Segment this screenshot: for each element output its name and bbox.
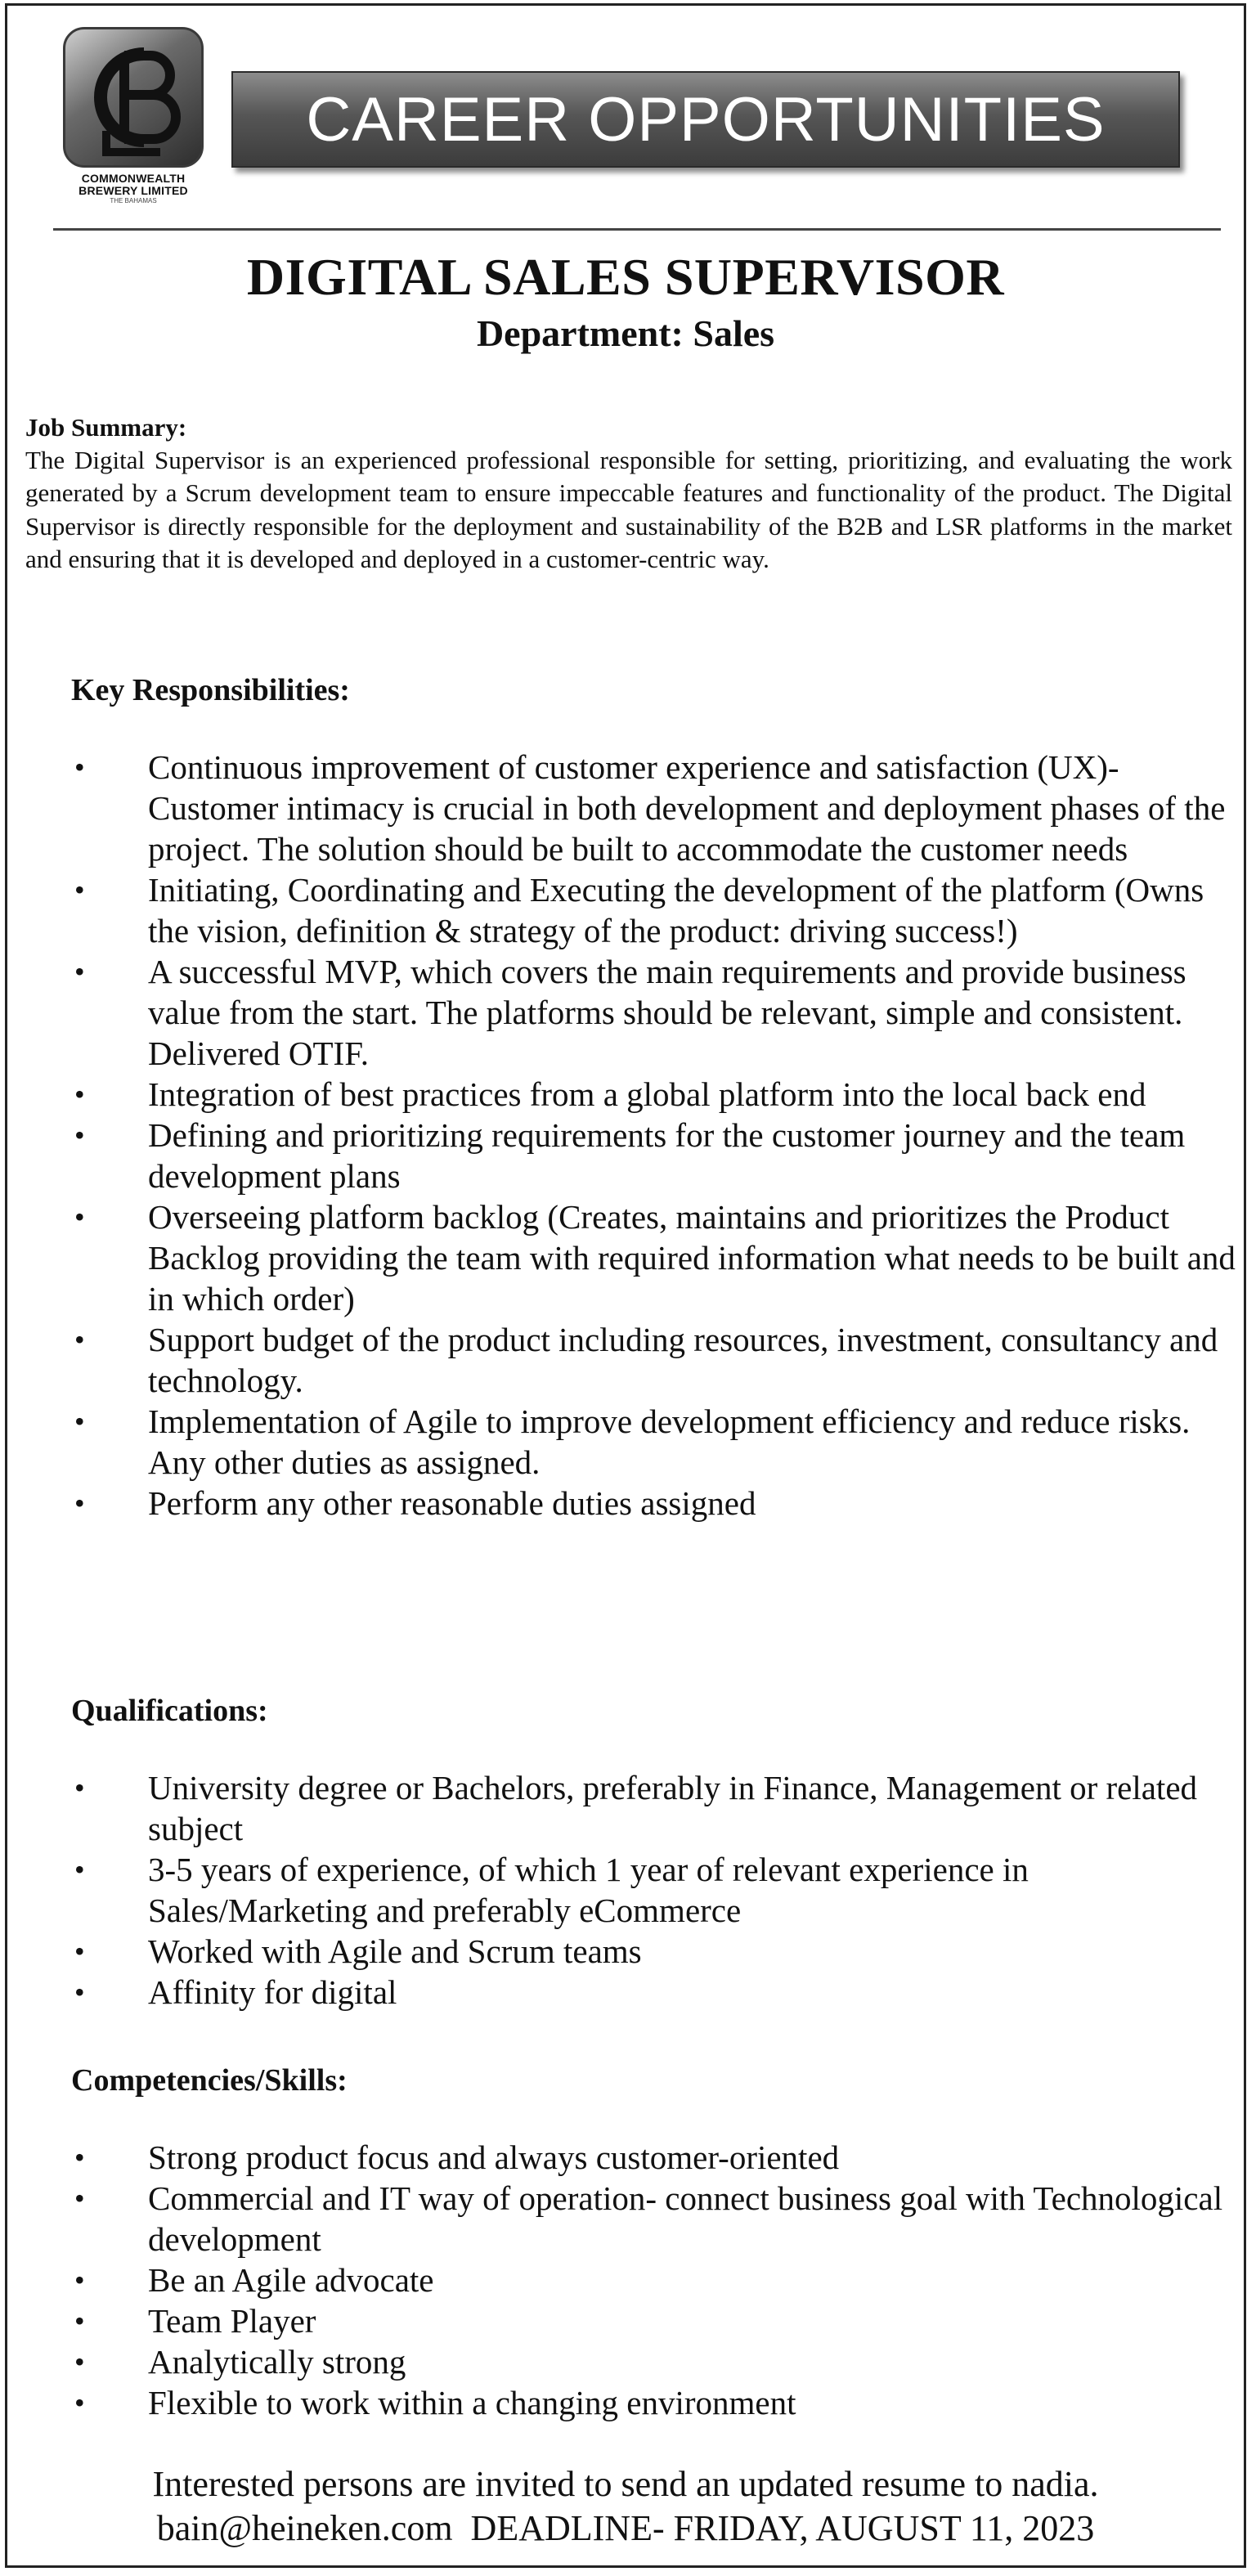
list-item: [71, 1115, 1240, 1196]
bullet-icon: •: [74, 1487, 85, 1519]
list-item-text: 3-5 years of experience, of which 1 year of relevant experience in Sales/Marketing and preferably eCommerce: [148, 1851, 1029, 1929]
list-item: [71, 1849, 1240, 1931]
bullet-icon: •: [74, 1323, 85, 1356]
banner-title: CAREER OPPORTUNITIES: [306, 84, 1106, 155]
qualifications-heading: Qualifications:: [71, 1694, 268, 1728]
responsibilities-heading: Key Responsibilities:: [71, 673, 350, 707]
list-item-text: Support budget of the product including resources, investment, consultancy and technology.: [148, 1321, 1218, 1399]
company-logo: [53, 27, 213, 212]
bullet-icon: •: [74, 2182, 85, 2215]
list-item: [71, 747, 1240, 869]
header: [7, 6, 1244, 228]
bullet-icon: •: [74, 1200, 85, 1233]
list-item-text: Commercial and IT way of operation- connect business goal with Technological development: [148, 2179, 1223, 2258]
list-item: [71, 2341, 1240, 2382]
department: Department: Sales: [476, 312, 775, 354]
list-item-text: Analytically strong: [148, 2343, 406, 2381]
list-item: [71, 2178, 1240, 2260]
career-banner: [231, 71, 1180, 168]
bullet-icon: •: [74, 2386, 85, 2419]
bullet-icon: •: [74, 2304, 85, 2337]
job-summary: [25, 411, 1232, 576]
responsibilities-list: [71, 747, 1240, 1524]
list-item: [71, 1074, 1240, 1115]
bullet-icon: •: [74, 1976, 85, 2008]
list-item-text: Be an Agile advocate: [148, 2261, 434, 2299]
application-footer: [7, 2462, 1244, 2551]
bullet-icon: •: [74, 751, 85, 783]
summary-text: The Digital Supervisor is an experienced professional responsible for setting, prioritizing, and evaluating the work generated by a Scrum development team to ensure impeccable features and functionality of the product. The Digital Supervisor is directly responsible for the deployment and sustainability of the B2B and LSR platforms in the market and ensuring that it is developed and deployed in a customer-centric way.: [25, 446, 1232, 573]
list-item-text: Worked with Agile and Scrum teams: [148, 1932, 642, 1970]
list-item: [71, 1767, 1240, 1849]
list-item-text: Continuous improvement of customer experience and satisfaction (UX)- Customer intimacy is crucial in both development and deployment phases of the project. The solution should be built to accommodate the customer needs: [148, 748, 1226, 868]
company-subtitle: THE BAHAMAS: [110, 197, 157, 204]
bullet-icon: •: [74, 1935, 85, 1968]
bullet-icon: •: [74, 873, 85, 906]
bullet-icon: •: [74, 1405, 85, 1438]
header-divider: [53, 228, 1221, 231]
list-item-text: University degree or Bachelors, preferably in Finance, Management or related subject: [148, 1769, 1198, 1847]
list-item: [71, 1319, 1240, 1401]
summary-heading: Job Summary:: [25, 413, 187, 442]
list-item-text: A successful MVP, which covers the main requirements and provide business value from the start. The platforms should be relevant, simple and consistent. Delivered OTIF.: [148, 953, 1186, 1072]
footer-line-1: Interested persons are invited to send an updated resume to nadia.: [152, 2464, 1099, 2504]
company-name: COMMONWEALTH BREWERY LIMITED: [78, 172, 188, 197]
job-title: DIGITAL SALES SUPERVISOR: [246, 248, 1005, 306]
list-item-text: Implementation of Agile to improve development efficiency and reduce risks. Any other duties as assigned.: [148, 1402, 1191, 1481]
list-item: [71, 2260, 1240, 2300]
list-item: [71, 2300, 1240, 2341]
list-item: [71, 2382, 1240, 2423]
list-item: [71, 2137, 1240, 2178]
list-item-text: Overseeing platform backlog (Creates, maintains and prioritizes the Product Backlog providing the team with required information what needs to be built and in which order): [148, 1198, 1236, 1317]
qualifications-section: [71, 1690, 1240, 2013]
list-item-text: Perform any other reasonable duties assigned: [148, 1484, 756, 1522]
competencies-heading: Competencies/Skills:: [71, 2063, 348, 2098]
bullet-icon: •: [74, 1771, 85, 1804]
list-item: [71, 951, 1240, 1074]
bullet-icon: •: [74, 955, 85, 988]
bullet-icon: •: [74, 1078, 85, 1111]
list-item-text: Flexible to work within a changing environment: [148, 2384, 796, 2421]
list-item-text: Defining and prioritizing requirements for the customer journey and the team development plans: [148, 1116, 1186, 1195]
bullet-icon: •: [74, 1853, 85, 1886]
qualifications-list: [71, 1767, 1240, 2013]
list-item: [71, 1931, 1240, 1972]
competencies-list: [71, 2137, 1240, 2423]
bullet-icon: •: [74, 2345, 85, 2378]
list-item: [71, 1972, 1240, 2013]
bullet-icon: •: [74, 2264, 85, 2296]
cbl-logo-icon: [63, 27, 204, 168]
list-item: [71, 1483, 1240, 1524]
footer-line-2: bain@heineken.com DEADLINE- FRIDAY, AUGUST 11, 2023: [156, 2508, 1095, 2548]
list-item: [71, 869, 1240, 951]
responsibilities-section: [71, 670, 1240, 1524]
list-item-text: Integration of best practices from a global platform into the local back end: [148, 1075, 1146, 1113]
list-item-text: Affinity for digital: [148, 1973, 397, 2011]
competencies-section: [71, 2060, 1240, 2423]
list-item-text: Team Player: [148, 2302, 316, 2340]
bullet-icon: •: [74, 1119, 85, 1151]
list-item: [71, 1196, 1240, 1319]
list-item-text: Initiating, Coordinating and Executing the development of the platform (Owns the vision, definition & strategy of the product: driving success!): [148, 871, 1204, 949]
title-block: [7, 246, 1244, 357]
list-item-text: Strong product focus and always customer-oriented: [148, 2138, 840, 2176]
bullet-icon: •: [74, 2141, 85, 2174]
job-advertisement: [5, 3, 1246, 2568]
list-item: [71, 1401, 1240, 1483]
